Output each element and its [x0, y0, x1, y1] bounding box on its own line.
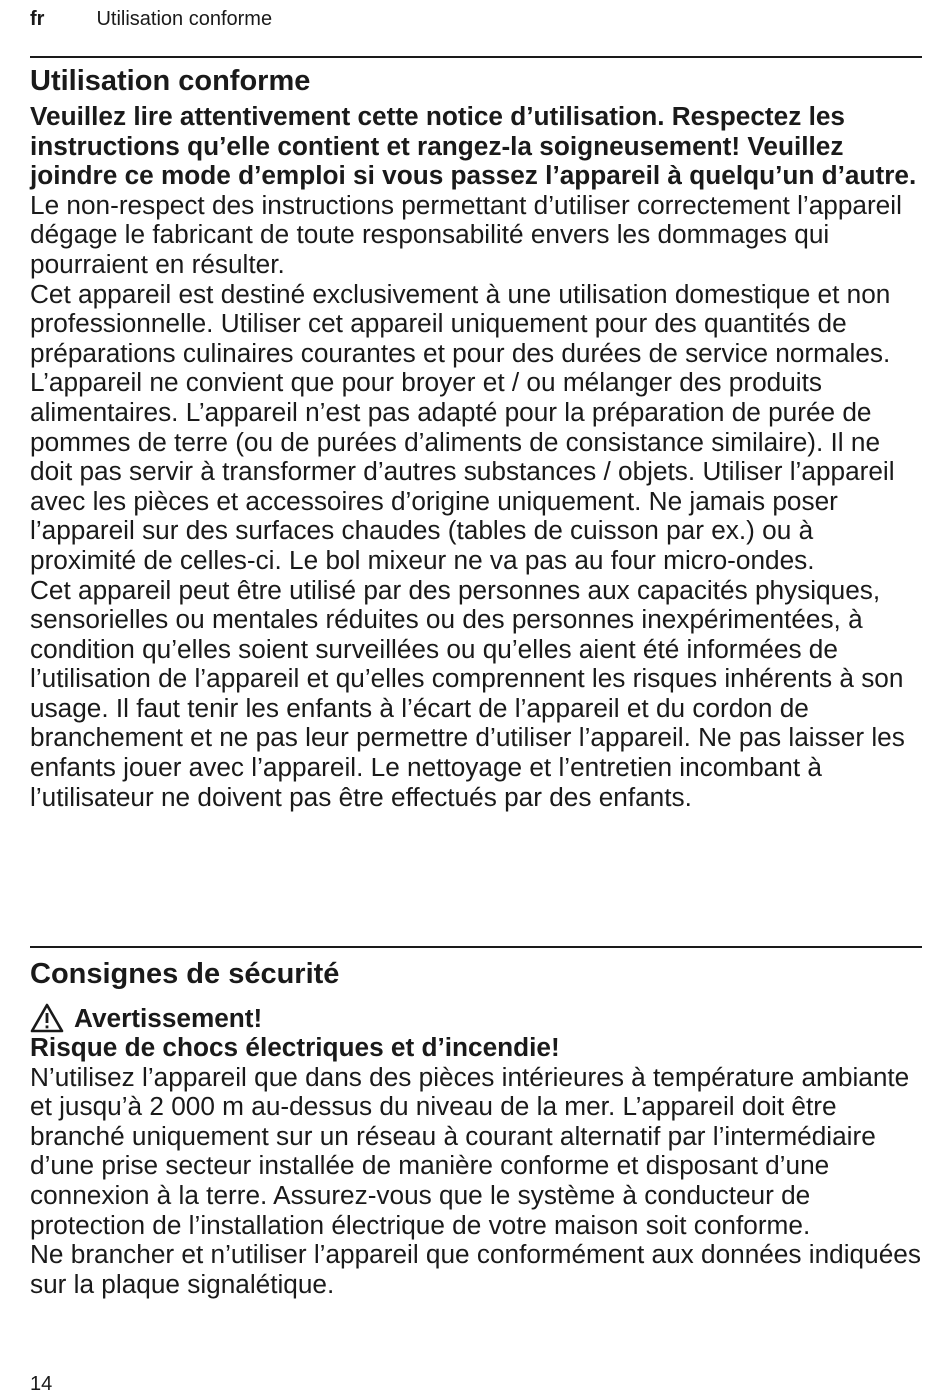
warning-heading — [30, 1003, 262, 1033]
paragraph-rating-plate: Ne brancher et n’utiliser l’appareil que conformément aux données indiquées sur la plaque signalétique. — [30, 1239, 921, 1299]
safety-section-body — [30, 1033, 922, 1299]
running-header-section: Utilisation conforme — [96, 8, 273, 30]
paragraph-domestic-use: Cet appareil est destiné exclusivement à une utilisation domestique et non professionnelle. Utiliser cet appareil uniquement pour des quantités de préparations culinaires courantes et pour des durées de service normales. — [30, 278, 891, 368]
intro-bold-paragraph: Veuillez lire attentivement cette notice d’utilisation. Respectez les instructions qu’elle contient et rangez-la soigneusement! Veuillez joindre ce mode d’emploi si vous passez l’appareil à quelqu’un d’autre. — [30, 101, 917, 191]
usage-section-body — [30, 102, 922, 812]
paragraph-food-processing: L’appareil ne convient que pour broyer et / ou mélanger des produits alimentaires. L’appareil n’est pas adapté pour la préparation de purée de pommes de terre (ou de purées d’aliments de consistance similaire). Il ne doit pas servir à transformer d’autres substances / objets. Utiliser l’appareil avec les pièces et accessoires d’origine uniquement. Ne jamais poser l’appareil sur des surfaces chaudes (tables de cuisson par ex.) ou à proximité de celles-ci. Le bol mixeur ne va pas au four micro-ondes. — [30, 367, 895, 575]
language-code: fr — [30, 8, 45, 30]
page-number: 14 — [30, 1373, 53, 1395]
section-divider — [30, 946, 922, 948]
warning-label: Avertissement! — [74, 1003, 263, 1033]
running-header — [30, 7, 272, 31]
section-divider — [30, 56, 922, 58]
warning-triangle-icon — [30, 1003, 64, 1033]
paragraph-electrical-installation: N’utilisez l’appareil que dans des pièces intérieures à température ambiante et jusqu’à 2 000 m au-dessus du niveau de la mer. L’appareil doit être branché uniquement sur un réseau à courant alternatif par l’intermédiaire d’une prise secteur installée de manière conforme et disposant d’une connexion à la terre. Assurez-vous que le système à conducteur de protection de l’installation électrique de votre maison soit conforme. — [30, 1061, 910, 1240]
paragraph-persons-children: Cet appareil peut être utilisé par des personnes aux capacités physiques, sensorielles ou mentales réduites ou des personnes inexpérimentées, à condition qu’elles soient surveillées ou qu’elles aient été informées de l’utilisation de l’appareil et qu’elles comprennent les risques inhérents à son usage. Il faut tenir les enfants à l’écart de l’appareil et du cordon de branchement et ne pas leur permettre d’utiliser l’appareil. Ne pas laisser les enfants jouer avec l’appareil. Le nettoyage et l’entretien incombant à l’utilisateur ne doivent pas être effectués par des enfants. — [30, 574, 905, 812]
section-title-usage: Utilisation conforme — [30, 65, 311, 97]
section-title-safety: Consignes de sécurité — [30, 958, 340, 990]
paragraph-liability: Le non-respect des instructions permettant d’utiliser correctement l’appareil dégage le fabricant de toute responsabilité envers les dommages qui pourraient en résulter. — [30, 189, 902, 279]
risk-title: Risque de chocs électriques et d’incendie! — [30, 1032, 560, 1062]
